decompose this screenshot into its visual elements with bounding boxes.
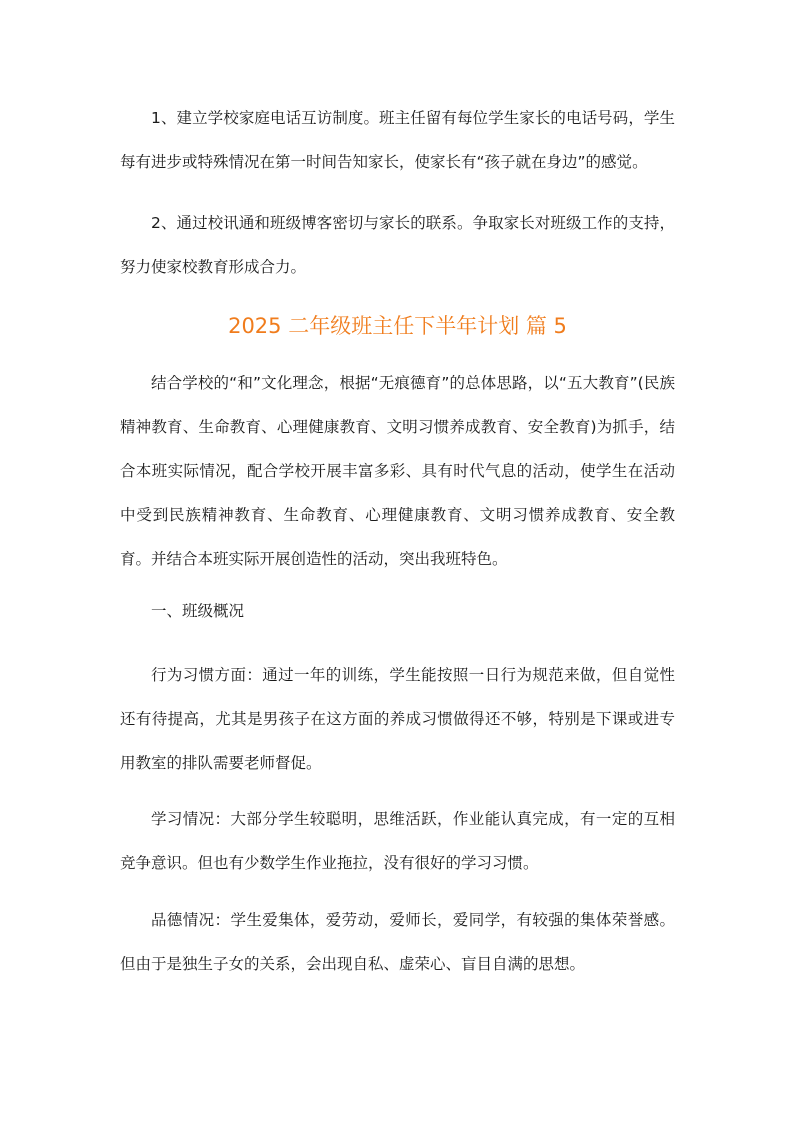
paragraph-study: 学习情况：大部分学生较聪明，思维活跃，作业能认真完成，有一定的互相竞争意识。但也有少数学生作业拖拉，没有很好的学习习惯。 (120, 810, 675, 872)
paragraph-school-message: 2、通过校讯通和班级博客密切与家长的联系。争取家长对班级工作的支持，努力使家校教育形成合力。 (120, 214, 675, 276)
paragraph-morality: 品德情况：学生爱集体，爱劳动，爱师长，爱同学，有较强的集体荣誉感。但由于是独生子女的关系，会出现自私、虚荣心、盲目自满的思想。 (120, 911, 675, 973)
section-title: 2025 二年级班主任下半年计划 篇 5 (228, 314, 567, 338)
paragraph-intro: 结合学校的“和”文化理念，根据“无痕德育”的总体思路，以“五大教育”(民族精神教育、生命教育、心理健康教育、文明习惯养成教育、安全教育)为抓手，结合本班实际情况，配合学校开展丰富多彩、具有时代气息的活动，使学生在活动中受到民族精神教育、生命教育、心理健康教育、文明习惯养成教育、安全教育。并结合本班实际开展创造性的活动，突出我班特色。 (120, 374, 675, 568)
heading-class-overview: 一、班级概况 (151, 602, 245, 620)
paragraph-behavior: 行为习惯方面：通过一年的训练，学生能按照一日行为规范来做，但自觉性还有待提高，尤其是男孩子在这方面的养成习惯做得还不够，特别是下课或进专用教室的排队需要老师督促。 (120, 666, 675, 772)
paragraph-home-visit: 1、建立学校家庭电话互访制度。班主任留有每位学生家长的电话号码，学生每有进步或特殊情况在第一时间告知家长，使家长有“孩子就在身边”的感觉。 (120, 109, 675, 171)
